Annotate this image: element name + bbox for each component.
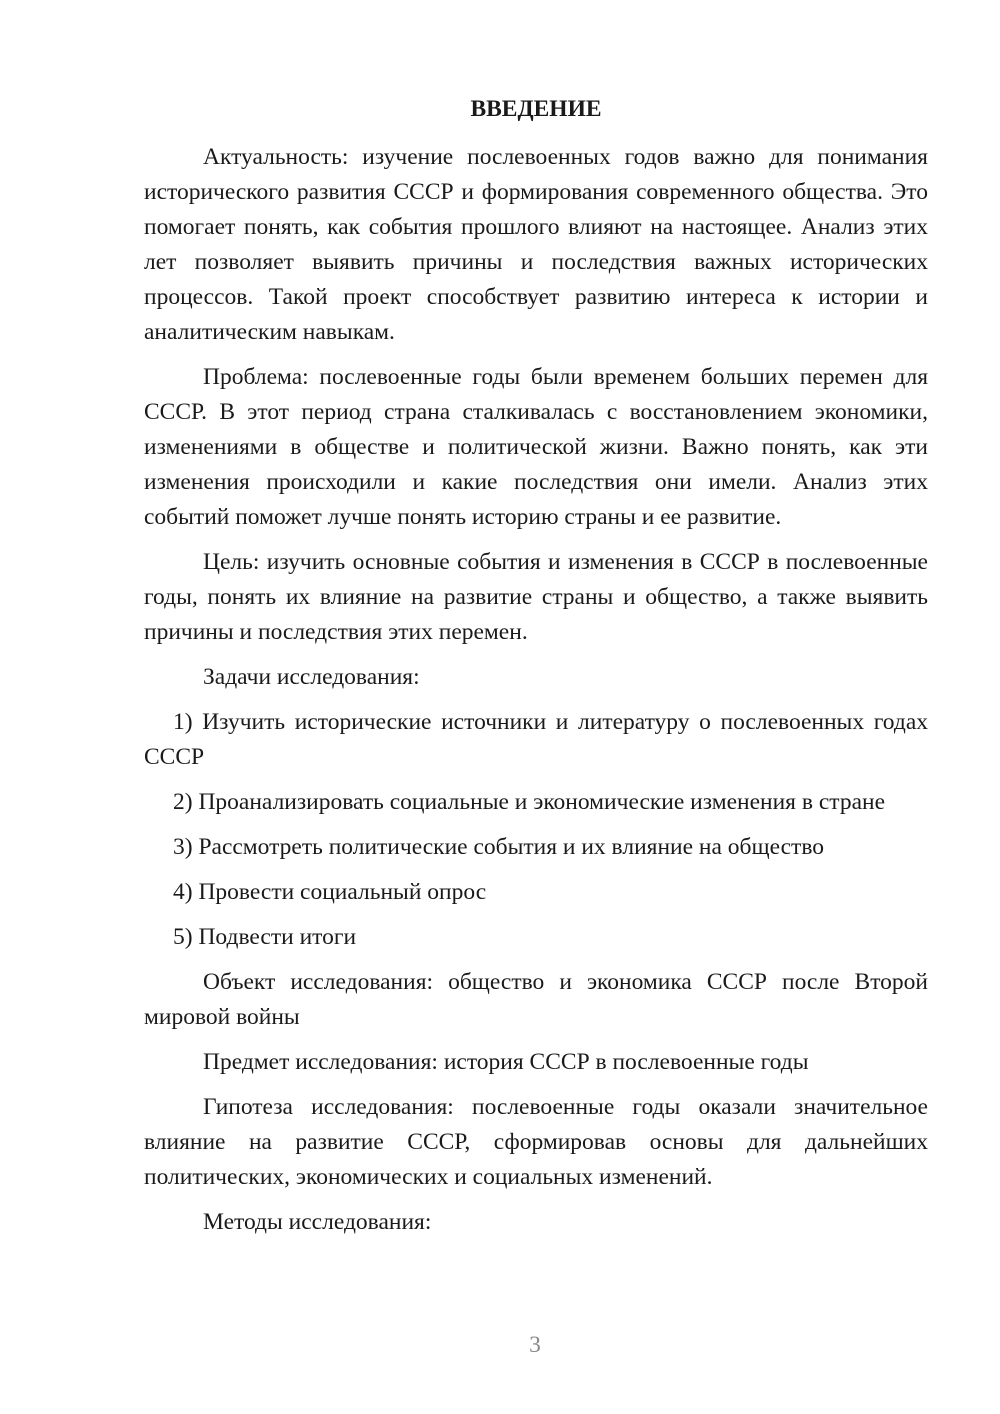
page-number: 3 <box>529 1332 541 1358</box>
task-item-4: 4) Провести социальный опрос <box>173 879 487 905</box>
subject-paragraph: Предмет исследования: история СССР в послевоенные годы <box>203 1049 809 1075</box>
problem-paragraph: Проблема: послевоенные годы были временем больших перемен для СССР. В этот период страна сталкивалась с восстановлением экономики, изменениями в обществе и политической жизни. Важно понять, как эти изменения происходили и какие последствия они имели. Анализ этих событий поможет лучше понять историю страны и ее развитие. <box>144 364 928 530</box>
task-item-1: 1) Изучить исторические источники и литературу о послевоенных годах СССР <box>144 709 928 770</box>
task-item-3: 3) Рассмотреть политические события и их влияние на общество <box>173 834 825 860</box>
object-paragraph: Объект исследования: общество и экономика СССР после Второй мировой войны <box>144 969 928 1030</box>
relevance-paragraph: Актуальность: изучение послевоенных годов важно для понимания исторического развития СССР и формирования современного общества. Это помогает понять, как события прошлого влияют на настоящее. Анализ этих лет позволяет выявить причины и последствия важных исторических процессов. Такой проект способствует развитию интереса к истории и аналитическим навыкам. <box>144 144 928 345</box>
task-item-5: 5) Подвести итоги <box>173 924 357 950</box>
hypothesis-paragraph: Гипотеза исследования: послевоенные годы оказали значительное влияние на развитие СССР, сформировав основы для дальнейших политических, экономических и социальных изменений. <box>144 1094 928 1190</box>
task-item-2: 2) Проанализировать социальные и экономические изменения в стране <box>173 789 885 815</box>
tasks-heading: Задачи исследования: <box>203 664 420 690</box>
goal-paragraph: Цель: изучить основные события и изменения в СССР в послевоенные годы, понять их влияние на развитие страны и общество, а также выявить причины и последствия этих перемен. <box>144 549 928 645</box>
document-page <box>144 92 928 1250</box>
methods-paragraph: Методы исследования: <box>203 1209 432 1235</box>
section-title: ВВЕДЕНИЕ <box>470 96 602 122</box>
